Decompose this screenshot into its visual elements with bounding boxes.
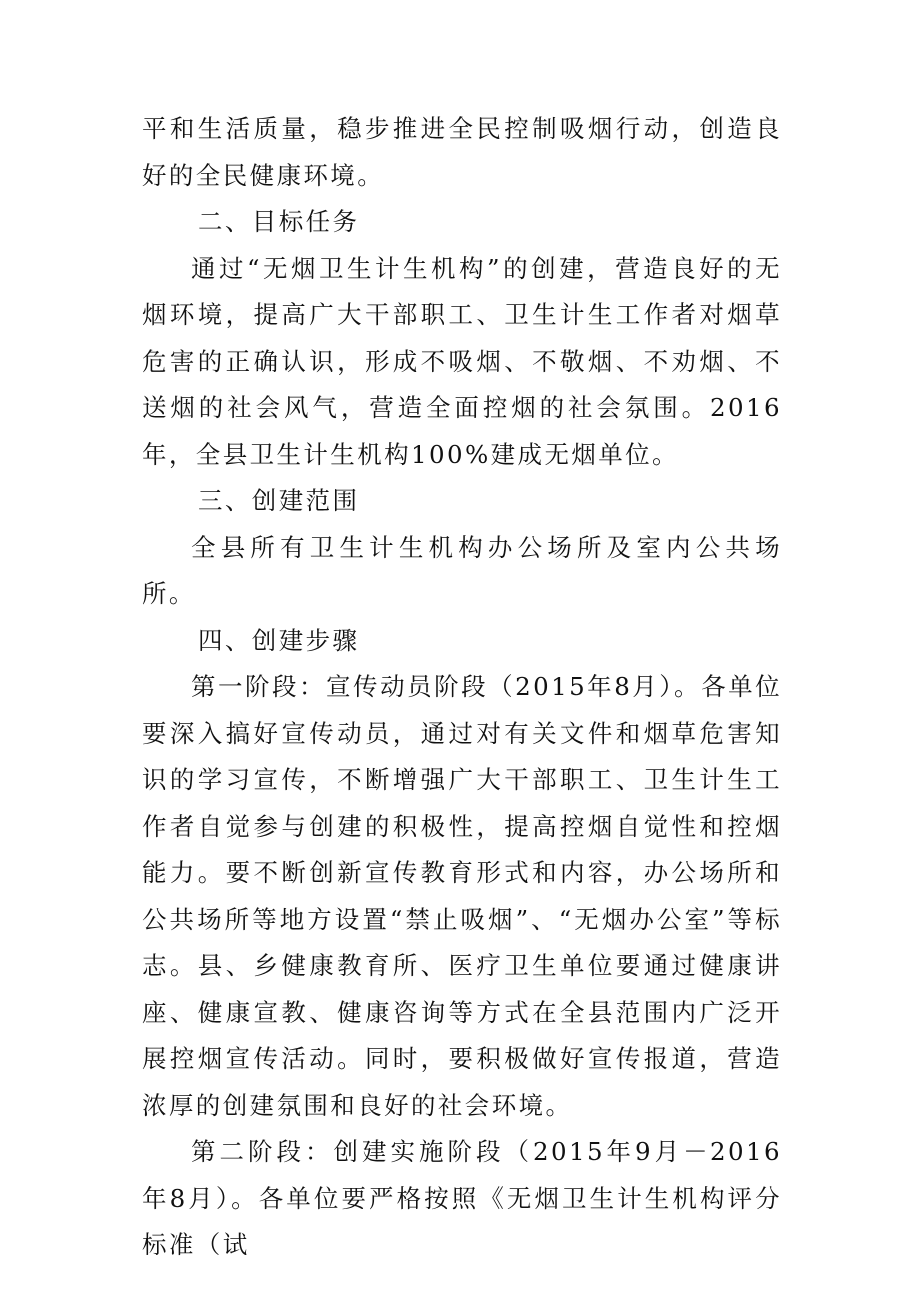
paragraph-goals: 通过“无烟卫生计生机构”的创建，营造良好的无烟环境，提高广大干部职工、卫生计生工作者对烟草危害的正确认识，形成不吸烟、不敬烟、不劝烟、不送烟的社会风气，营造全面控烟的社会氛围。2016年，全县卫生计生机构100%建成无烟单位。 [142,253,782,469]
paragraph-stage-two: 第二阶段：创建实施阶段（2015年9月－2016年8月）。各单位要严格按照《无烟卫生计生机构评分标准（试 [142,1137,782,1259]
continuation-paragraph: 平和生活质量，稳步推进全民控制吸烟行动，创造良好的全民健康环境。 [142,114,782,190]
document-body [142,106,782,1269]
section-heading-goals: 二、目标任务 [198,207,360,236]
section-heading-steps: 四、创建步骤 [198,625,360,655]
section-heading-scope: 三、创建范围 [198,486,360,515]
paragraph-stage-one: 第一阶段：宣传动员阶段（2015年8月）。各单位要深入搞好宣传动员，通过对有关文件和烟草危害知识的学习宣传，不断增强广大干部职工、卫生计生工作者自觉参与创建的积极性，提高控烟自觉性和控烟能力。要不断创新宣传教育形式和内容，办公场所和公共场所等地方设置“禁止吸烟”、“无烟办公室”等标志。县、乡健康教育所、医疗卫生单位要通过健康讲座、健康宣教、健康咨询等方式在全县范围内广泛开展控烟宣传活动。同时，要积极做好宣传报道，营造浓厚的创建氛围和良好的社会环境。 [142,672,782,1120]
paragraph-scope: 全县所有卫生计生机构办公场所及室内公共场所。 [142,532,782,608]
